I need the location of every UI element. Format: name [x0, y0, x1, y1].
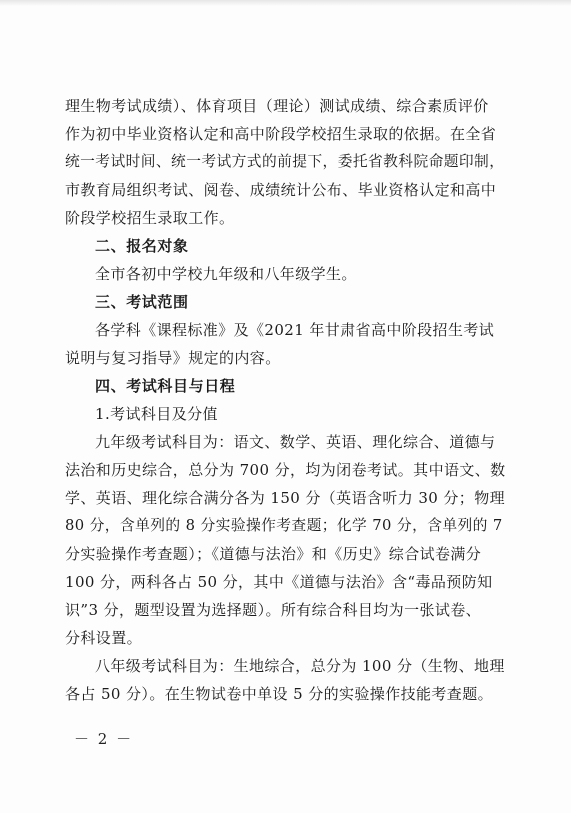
text-line: 识”3 分，题型设置为选择题）。所有综合科目均为一张试卷、: [65, 601, 482, 619]
section-heading-subjects-schedule: 四、考试科目与日程: [95, 377, 236, 395]
text-line: 作为初中毕业资格认定和高中阶段学校招生录取的依据。在全省: [65, 125, 497, 143]
text-line: 分实验操作考查题）；《道德与法治》和《历史》综合试卷满分: [65, 545, 482, 563]
text-line: 市教育局组织考试、阅卷、成绩统计公布、毕业资格认定和高中: [65, 181, 497, 199]
section-heading-registration: 二、报名对象: [95, 237, 189, 255]
text-line: 法治和历史综合，总分为 700 分，均为闭卷考试。其中语文、数: [65, 461, 506, 479]
text-line: 说明与复习指导》规定的内容。: [65, 349, 281, 367]
text-line: 阶段学校招生录取工作。: [65, 209, 235, 227]
scan-edge: [0, 0, 571, 6]
text-line: 100 分，两科各占 50 分，其中《道德与法治》含“毒品预防知: [65, 573, 493, 591]
document-body: [65, 92, 507, 708]
text-line: 学、英语、理化综合满分各为 150 分（英语含听力 30 分；物理: [65, 489, 505, 507]
text-line: 分科设置。: [65, 629, 143, 647]
text-line: 各学科《课程标准》及《2021 年甘肃省高中阶段招生考试: [95, 321, 495, 339]
text-line: 八年级考试科目为：生地综合，总分为 100 分（生物、地理: [95, 657, 505, 675]
subsection-heading: 1.考试科目及分值: [95, 405, 218, 423]
text-line: 理生物考试成绩）、体育项目（理论）测试成绩、综合素质评价: [65, 97, 489, 115]
text-line: 各占 50 分）。在生物试卷中单设 5 分的实验操作技能考查题。: [65, 685, 494, 703]
page-number: － 2 －: [74, 730, 134, 748]
section-heading-scope: 三、考试范围: [95, 293, 189, 311]
text-line: 九年级考试科目为：语文、数学、英语、理化综合、道德与: [95, 433, 496, 451]
text-line: 全市各初中学校九年级和八年级学生。: [95, 265, 357, 283]
text-line: 统一考试时间、统一考试方式的前提下，委托省教科院命题印制，: [65, 153, 505, 170]
text-line: 80 分，含单列的 8 分实验操作考查题；化学 70 分，含单列的 7: [65, 517, 503, 534]
